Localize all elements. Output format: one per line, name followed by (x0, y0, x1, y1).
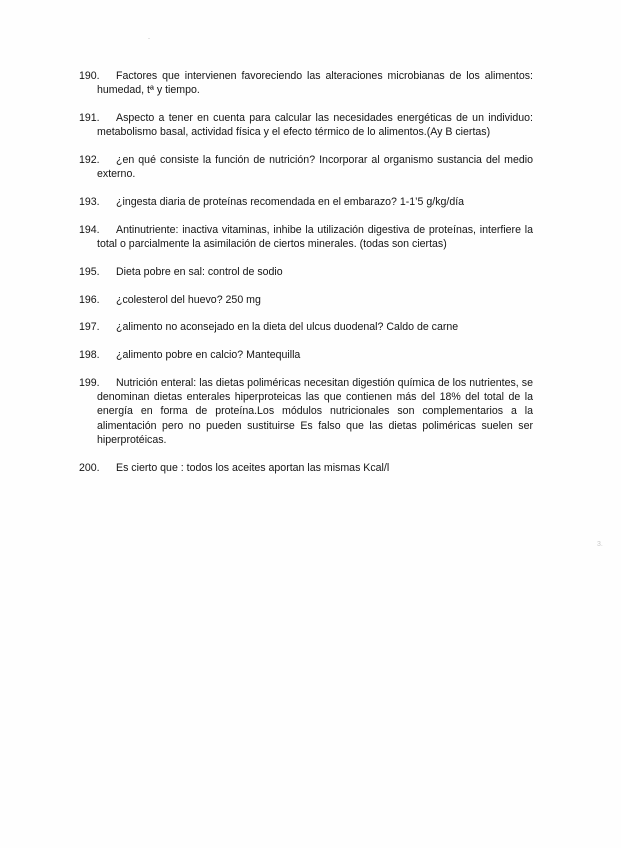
item-text: Dieta pobre en sal: control de sodio (116, 265, 283, 278)
item-number: 198. (79, 349, 100, 362)
item-number: 197. (79, 321, 100, 334)
list-item (79, 111, 533, 139)
item-text: Factores que intervienen favoreciendo las alteraciones microbianas de los alimentos: humedad, tª y tiempo. (97, 70, 533, 97)
list-item (79, 265, 533, 279)
item-text: ¿colesterol del huevo? 250 mg (116, 293, 261, 306)
margin-mark: 3. (597, 541, 603, 548)
item-number: 193. (79, 196, 100, 208)
item-number: 192. (79, 154, 100, 166)
item-text: ¿en qué consiste la función de nutrición? Incorporar al organismo sustancia del medio externo. (97, 154, 533, 181)
list-item (79, 376, 533, 447)
item-number: 196. (79, 293, 100, 306)
list-item (79, 69, 533, 97)
item-text: ¿alimento pobre en calcio? Mantequilla (116, 349, 301, 362)
list-item (79, 293, 533, 307)
list-item (79, 348, 533, 362)
list-item (79, 195, 533, 209)
question-list (79, 69, 533, 488)
item-number: 190. (79, 70, 100, 82)
item-text: ¿alimento no aconsejado en la dieta del ulcus duodenal? Caldo de carne (116, 321, 459, 334)
list-item (79, 153, 533, 181)
item-number: 199. (79, 376, 100, 389)
item-number: 200. (79, 461, 100, 474)
item-number: 191. (79, 112, 100, 124)
scan-speck (148, 38, 150, 39)
item-text: Es cierto que : todos los aceites aportan las mismas Kcal/l (116, 461, 390, 474)
item-text: Nutrición enteral: las dietas poliméricas necesitan digestión química de los nutrientes, se denominan dietas enterales hiperproteicas las que contienen más del 18% del total de la energía en forma de proteína.Los módulos nutricionales son complementarios a la alimentación pero no pueden sustituirse Es falso que las dietas poliméricas suelen ser hiperprotéicas. (97, 376, 533, 446)
list-item (79, 320, 533, 334)
item-text: Aspecto a tener en cuenta para calcular las necesidades energéticas de un individuo: metabolismo basal, actividad física y el efecto térmico de lo alimentos.(Ay B ciertas) (97, 112, 533, 139)
item-number: 194. (79, 223, 100, 236)
list-item (79, 223, 533, 251)
item-text: ¿ingesta diaria de proteínas recomendada en el embarazo? 1-1’5 g/kg/día (116, 196, 465, 208)
item-number: 195. (79, 265, 100, 278)
item-text: Antinutriente: inactiva vitaminas, inhibe la utilización digestiva de proteínas, interfiere la total o parcialmente la asimilación de ciertos minerales. (todas son ciertas) (97, 223, 533, 250)
list-item (79, 461, 533, 475)
